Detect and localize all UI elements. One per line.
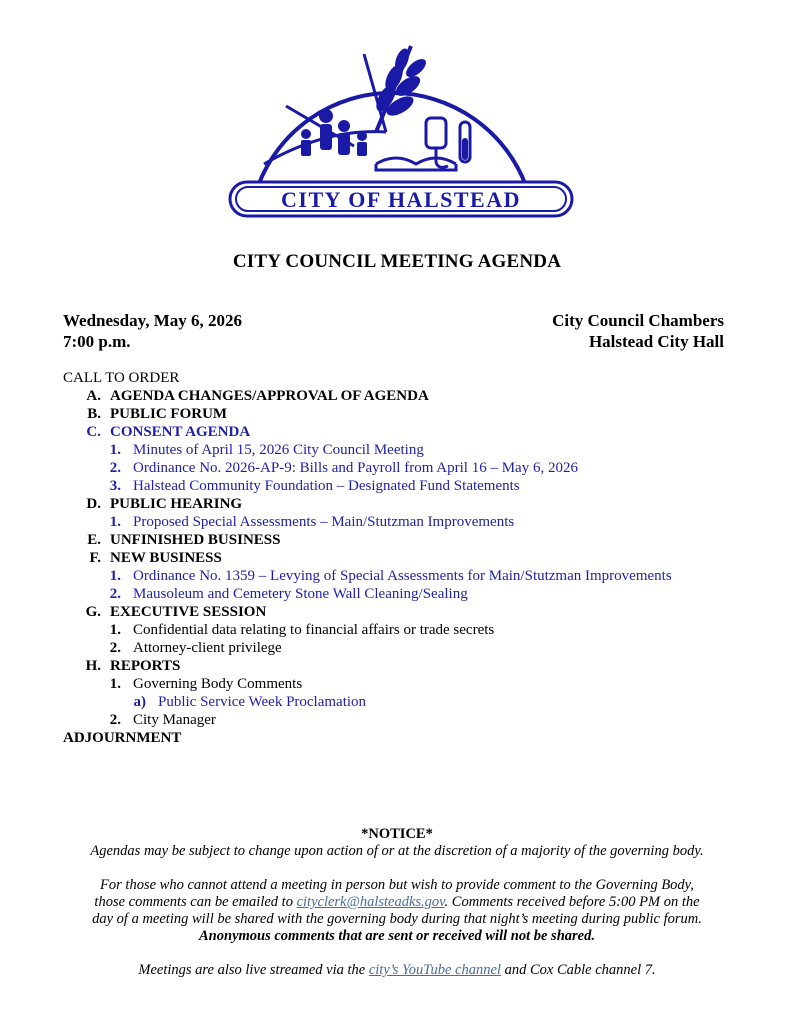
agenda-item-marker: A. [86,388,101,404]
city-logo [226,36,576,220]
agenda-item-marker: 2. [109,586,121,602]
email-link[interactable]: cityclerk@halsteadks.gov [296,894,445,910]
agenda-item-marker: C. [86,424,101,440]
agenda-item [63,369,763,387]
meeting-time: 7:00 p.m. [63,332,131,351]
wheat-icon [372,46,429,132]
agenda-item-marker: B. [87,406,101,422]
agenda-item-text: Minutes of April 15, 2026 City Council Meeting [133,442,424,458]
comment-instructions-line: day of a meeting will be shared with the governing body during that night’s meeting during public forum. [92,911,702,927]
agenda-item-marker: 3. [109,478,121,494]
agenda-item-marker: 1. [109,514,121,530]
agenda-item-marker: 2. [109,712,121,728]
agenda-list [63,369,763,747]
logo-text: CITY OF HALSTEAD [281,187,521,212]
agenda-item-text: UNFINISHED BUSINESS [110,532,281,548]
agenda-item-marker: 1. [109,676,121,692]
notice-heading: *NOTICE* [361,826,433,842]
agenda-item [63,459,763,477]
agenda-item [63,675,763,693]
agenda-item [63,621,763,639]
agenda-item-text: Proposed Special Assessments – Main/Stutzman Improvements [133,514,515,530]
agenda-item-text: Confidential data relating to financial affairs or trade secrets [133,622,495,638]
agenda-item [63,603,763,621]
location-line-2: Halstead City Hall [588,332,724,351]
location-line-1: City Council Chambers [552,311,724,330]
agenda-item [63,531,763,549]
agenda-item-text: NEW BUSINESS [110,550,222,566]
agenda-item [63,693,763,711]
agenda-item-text: Ordinance No. 2026-AP-9: Bills and Payroll from April 16 – May 6, 2026 [133,460,578,476]
agenda-item-marker: G. [85,604,101,620]
agenda-item [63,729,763,747]
notice-line: Agendas may be subject to change upon action of or at the discretion of a majority of the governing body. [90,843,704,859]
agenda-item-text: Halstead Community Foundation – Designated Fund Statements [133,478,520,494]
agenda-item-marker: 1. [109,442,121,458]
agenda-item [63,477,763,495]
agenda-item-marker: 2. [109,460,121,476]
agenda-item [63,423,763,441]
agenda-item-marker: 1. [109,622,121,638]
agenda-item [63,441,763,459]
agenda-item [63,585,763,603]
meeting-datetime [63,310,242,352]
agenda-item-text: Governing Body Comments [133,676,303,692]
agenda-item-marker: H. [85,658,101,674]
notice-section [0,826,794,979]
stream-line: Meetings are also live streamed via the city’s YouTube channel and Cox Cable channel 7. [138,962,656,978]
test-tube-icon [460,122,470,162]
agenda-item-text: EXECUTIVE SESSION [110,604,267,620]
comment-instructions-line: For those who cannot attend a meeting in person but wish to provide comment to the Governing Body, [100,877,694,893]
agenda-item [63,711,763,729]
agenda-item [63,405,763,423]
agenda-item-marker: F. [89,550,101,566]
agenda-item-text: City Manager [133,712,216,728]
agenda-item [63,567,763,585]
agenda-item-text: Public Service Week Proclamation [158,694,367,710]
agenda-item [63,549,763,567]
page-title: CITY COUNCIL MEETING AGENDA [232,251,562,272]
meeting-date: Wednesday, May 6, 2026 [63,311,242,330]
agenda-item [63,495,763,513]
agenda-item-text: AGENDA CHANGES/APPROVAL OF AGENDA [110,388,429,404]
agenda-item-marker: 2. [109,640,121,656]
agenda-item-marker: 1. [109,568,121,584]
agenda-item-marker: E. [87,532,101,548]
agenda-item-marker: a) [133,694,146,710]
anonymous-notice: Anonymous comments that are sent or received will not be shared. [199,928,595,944]
comment-instructions-line: those comments can be emailed to cityclerk@halsteadks.gov. Comments received before 5:00 PM on the [94,894,700,910]
agenda-item [63,639,763,657]
agenda-item-text: CONSENT AGENDA [110,424,251,440]
agenda-item-text: PUBLIC FORUM [110,406,228,422]
agenda-item-text: Attorney-client privilege [133,640,282,656]
agenda-item-text: PUBLIC HEARING [110,496,243,512]
youtube-link[interactable]: city’s YouTube channel [368,962,501,978]
agenda-item-text: Mausoleum and Cemetery Stone Wall Cleaning/Sealing [133,586,468,602]
meeting-location [552,310,724,352]
agenda-item-text: ADJOURNMENT [63,730,182,746]
agenda-item-text: Ordinance No. 1359 – Levying of Special Assessments for Main/Stutzman Improvements [133,568,672,584]
agenda-item-marker: D. [86,496,101,512]
agenda-item-text: CALL TO ORDER [63,370,180,386]
agenda-item [63,513,763,531]
agenda-item [63,387,763,405]
agenda-item [63,657,763,675]
agenda-item-text: REPORTS [110,658,181,674]
